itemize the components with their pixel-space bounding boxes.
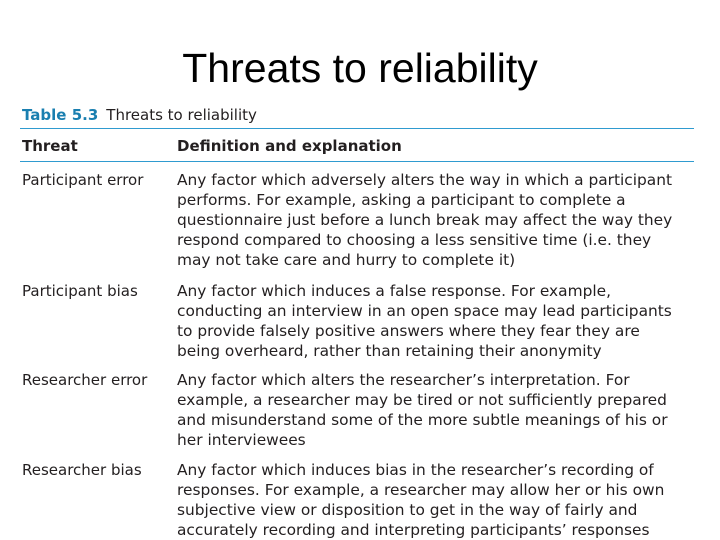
table-caption-text: Threats to reliability <box>106 106 257 124</box>
column-header-threat: Threat <box>22 137 78 155</box>
threat-cell: Researcher bias <box>22 461 142 479</box>
threat-cell: Researcher error <box>22 371 148 389</box>
table-top-rule <box>20 128 694 129</box>
column-header-definition: Definition and explanation <box>177 137 402 155</box>
definition-cell: Any factor which adversely alters the way in which a participant performs. For example, asking a participant to complete a questionnaire just before a lunch break may affect the way they respond compared to choosing a less sensitive time (i.e. they may not take care and hurry to complete it) <box>177 171 673 269</box>
table-caption <box>22 105 257 125</box>
definition-cell: Any factor which induces a false response. For example, conducting an interview in an open space may lead participants to provide falsely positive answers where they fear they are being overheard, rather than retaining their anonymity <box>177 282 672 360</box>
definition-cell: Any factor which induces bias in the researcher’s recording of responses. For example, a researcher may allow her or his own subjective view or disposition to get in the way of fairly and accurately recording and interpreting participants’ responses <box>177 461 665 539</box>
threat-cell: Participant error <box>22 171 144 189</box>
threat-cell: Participant bias <box>22 282 138 300</box>
table-caption-label: Table 5.3 <box>22 106 99 124</box>
slide-title: Threats to reliability <box>182 45 538 91</box>
table-header-rule <box>20 161 694 162</box>
definition-cell: Any factor which alters the researcher’s interpretation. For example, a researcher may be tired or not sufficiently prepared and misunderstand some of the more subtle meanings of his or her interviewees <box>177 371 668 449</box>
